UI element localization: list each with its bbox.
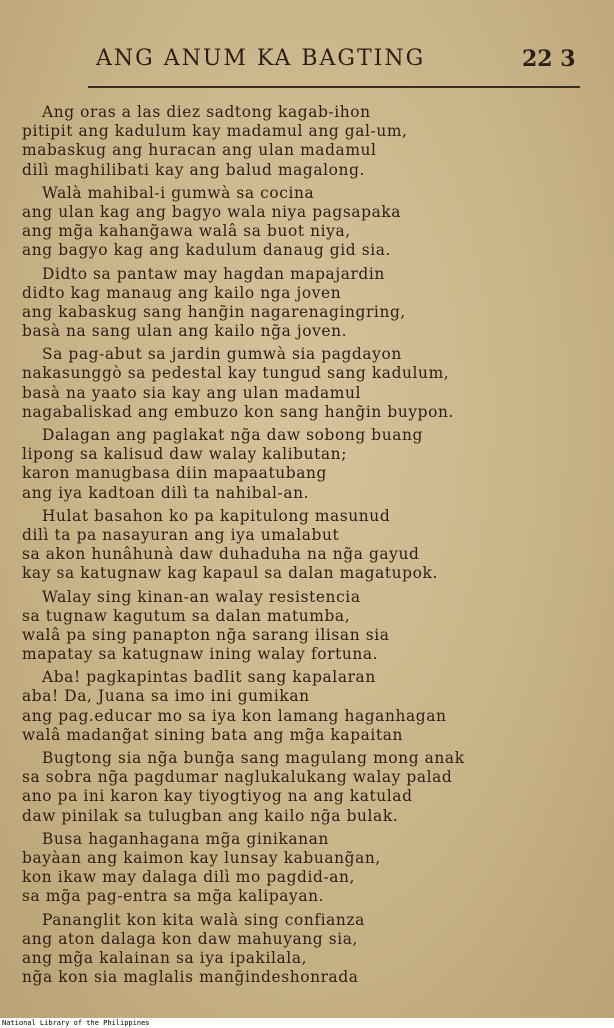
poem-body [22, 103, 582, 991]
poem-line: walâ madang̃at sining bata ang mg̃a kapaitan [22, 725, 404, 744]
poem-line: lipong sa kalisud daw walay kalibutan; [22, 445, 347, 464]
poem-line: Walà mahibal-i gumwà sa cocina [42, 183, 315, 202]
poem-line: Pananglit kon kita walà sing confianza [42, 910, 365, 929]
header-rule [88, 86, 580, 88]
poem-line: ang ulan kag ang bagyo wala niya pagsapaka [22, 202, 402, 221]
poem-line: Busa haganhagana mg̃a ginikanan [42, 829, 329, 848]
poem-line: Aba! pagkapintas badlit sang kapalaran [42, 668, 376, 687]
stanza [22, 507, 582, 584]
poem-line: ang pag.educar mo sa iya kon lamang haganhagan [22, 706, 447, 725]
poem-line: Dalagan ang paglakat ng̃a daw sobong buang [42, 426, 424, 444]
poem-line: pitipit ang kadulum kay madamul ang gal-um, [22, 122, 408, 141]
library-credit: National Library of the Philippines [2, 1019, 150, 1027]
poem-line: Bugtong sia ng̃a bung̃a sang magulang mong anak [42, 749, 465, 767]
poem-line: walâ pa sing panapton ng̃a sarang ilisan sia [22, 625, 390, 644]
stanza [22, 911, 582, 988]
poem-line: ano pa ini karon kay tiyogtiyog na ang katulad [22, 787, 413, 806]
poem-line: mabaskug ang huracan ang ulan madamul [22, 141, 377, 160]
poem-line: daw pinilak sa tulugban ang kailo ng̃a bulak. [22, 806, 399, 825]
poem-line: dilì ta pa nasayuran ang iya umalabut [22, 525, 340, 544]
stanza [22, 588, 582, 665]
poem-line: kay sa katugnaw kag kapaul sa dalan magatupok. [22, 564, 438, 583]
stanza [22, 830, 582, 907]
poem-line: ang mg̃a kalainan sa iya ipakilala, [22, 948, 308, 967]
page-number: 22 3 [522, 46, 576, 72]
poem-line: ang bagyo kag ang kadulum danaug gid sia. [22, 241, 392, 260]
poem-line: Sa pag-abut sa jardin gumwà sia pagdayon [42, 345, 402, 364]
stanza [22, 103, 582, 180]
poem-line: basà na sang ulan ang kailo ng̃a joven. [22, 322, 348, 341]
poem-line: bayàan ang kaimon kay lunsay kabuang̃an, [22, 848, 381, 867]
poem-line: kon ikaw may dalaga dilì mo pagdid-an, [22, 868, 356, 887]
poem-line: nagabaliskad ang embuzo kon sang hang̃in buypon. [22, 402, 454, 421]
stanza [22, 265, 582, 342]
poem-line: Ang oras a las diez sadtong kagab-ihon [42, 103, 371, 121]
poem-line: Hulat basahon ko pa kapitulong masunud [42, 506, 391, 525]
running-title: ANG ANUM KA BAGTING [96, 46, 426, 71]
stanza [22, 345, 582, 422]
page-header [0, 46, 614, 78]
stanza [22, 184, 582, 261]
poem-line: sa sobra ng̃a pagdumar naglukalukang walay palad [22, 768, 453, 787]
poem-line: sa tugnaw kagutum sa dalan matumba, [22, 606, 351, 625]
stanza [22, 426, 582, 503]
stanza [22, 749, 582, 826]
poem-line: Walay sing kinan-an walay resistencia [42, 587, 361, 606]
poem-line: didto kag manaug ang kailo nga joven [22, 283, 342, 302]
poem-line: ang kabaskug sang hang̃in nagarenagingring, [22, 302, 406, 321]
poem-line: karon manugbasa diin mapaatubang [22, 464, 327, 483]
poem-line: aba! Da, Juana sa imo ini gumikan [22, 687, 310, 706]
poem-line: ng̃a kon sia maglalis mang̃indeshonrada [22, 968, 359, 987]
poem-line: dilì maghilibati kay ang balud magalong. [22, 160, 366, 179]
footer-strip [0, 1018, 614, 1028]
poem-line: sa akon hunâhunà daw duhaduha na ng̃a gayud [22, 545, 420, 564]
poem-line: basà na yaato sia kay ang ulan madamul [22, 383, 362, 402]
poem-line: ang mg̃a kahang̃awa walâ sa buot niya, [22, 222, 351, 241]
poem-line: Didto sa pantaw may hagdan mapajardin [42, 264, 385, 283]
stanza [22, 668, 582, 745]
poem-line: mapatay sa katugnaw ining walay fortuna. [22, 645, 379, 664]
poem-line: ang iya kadtoan dilì ta nahibal-an. [22, 483, 310, 502]
poem-line: nakasunggò sa pedestal kay tungud sang kadulum, [22, 364, 450, 383]
poem-line: sa mg̃a pag-entra sa mg̃a kalipayan. [22, 887, 325, 906]
poem-line: ang aton dalaga kon daw mahuyang sia, [22, 929, 359, 948]
